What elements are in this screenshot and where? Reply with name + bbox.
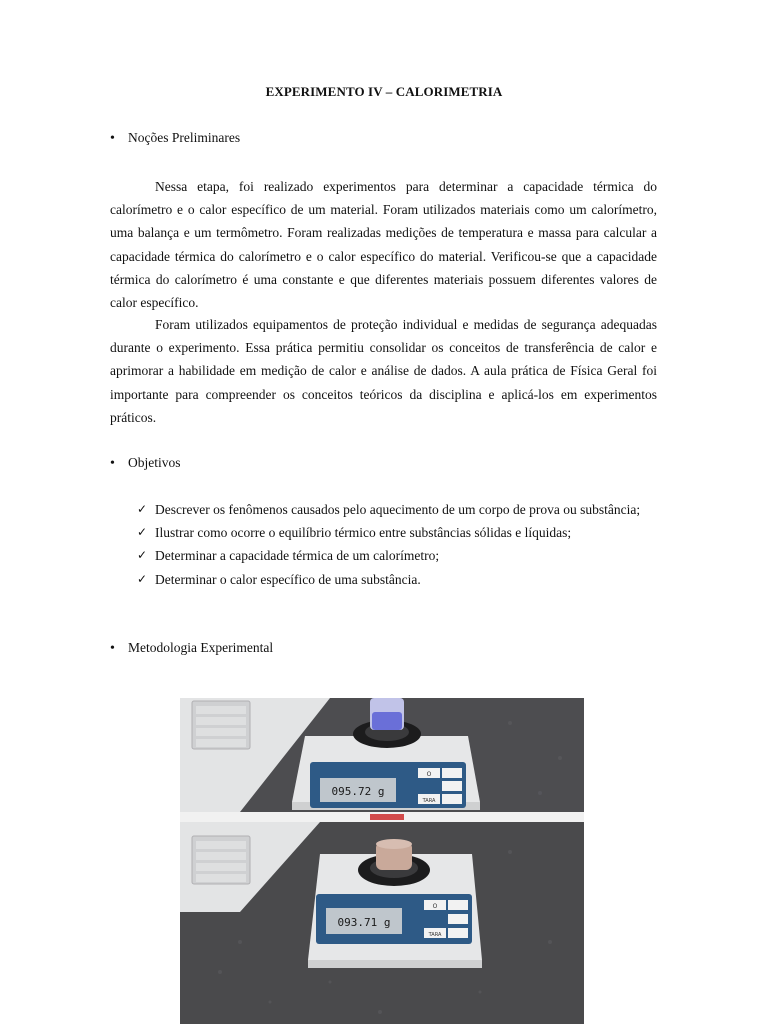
document-title: EXPERIMENTO IV – CALORIMETRIA: [265, 84, 503, 99]
scale-photo-1-graphic: [180, 698, 584, 812]
checkmark-icon: ✓: [137, 548, 148, 563]
bullet-dot-icon: •: [110, 131, 115, 146]
experiment-figure: [180, 698, 584, 1024]
scale-key-label: TARA: [422, 798, 436, 804]
scale-display-reading: 093.71 g: [337, 916, 391, 929]
bullet-dot-icon: •: [110, 641, 115, 656]
objective-item: [137, 498, 657, 521]
scale-key-label: O: [432, 903, 438, 910]
section-heading-nocoes: [110, 130, 240, 147]
objective-text: Ilustrar como ocorre o equilíbrio térmico entre substâncias sólidas e líquidas;: [155, 525, 572, 541]
objective-item: [137, 544, 657, 567]
checkmark-icon: ✓: [137, 571, 148, 586]
checkmark-icon: ✓: [137, 502, 148, 516]
objective-item: [137, 568, 657, 591]
scale-key-label: O: [426, 771, 432, 778]
section-heading-metodologia: [110, 640, 273, 657]
section-heading-label: Metodologia Experimental: [128, 640, 274, 655]
objective-item: [137, 521, 657, 544]
scale-key-label: TARA: [428, 932, 442, 938]
separator-mark: [370, 814, 404, 820]
paragraph-1: Nessa etapa, foi realizado experimentos para determinar a capacidade térmica do calorímetro e o calor específico de um material. Foram utilizados materiais como um calorímetro, uma balança e um termômetro. Foram realizadas medições de temperatura e massa para calcular a capacidade térmica do calorímetro e o calor específico do material. Verificou-se que a capacidade térmica do calorímetro é uma constante e que diferentes materiais possuem diferentes valores de calor específico.: [110, 179, 657, 311]
objective-text: Determinar a capacidade térmica de um calorímetro;: [155, 548, 440, 564]
scale-photo-1: [180, 698, 584, 812]
objective-text: Determinar o calor específico de uma substância.: [155, 571, 421, 587]
objective-text: Descrever os fenômenos causados pelo aquecimento de um corpo de prova ou substância;: [155, 502, 641, 517]
photo-separator: [180, 812, 584, 822]
section-heading-label: Noções Preliminares: [128, 130, 241, 145]
section-heading-objetivos: [110, 455, 181, 472]
checkmark-icon: ✓: [137, 525, 148, 540]
bullet-dot-icon: •: [110, 456, 115, 471]
scale-photo-2-graphic: [180, 822, 584, 1024]
paragraph-2: Foram utilizados equipamentos de proteção individual e medidas de segurança adequadas durante o experimento. Essa prática permitiu consolidar os conceitos de transferência de calor e aprimorar a habilidade em medição de calor e análise de dados. A aula prática de Física Geral foi importante para compreender os conceitos teóricos da disciplina e aplicá-los em experimentos práticos.: [110, 317, 657, 425]
section-heading-label: Objetivos: [128, 455, 181, 470]
scale-photo-2: [180, 822, 584, 1024]
scale-display-reading: 095.72 g: [331, 785, 385, 798]
objectives-list: [137, 498, 657, 591]
